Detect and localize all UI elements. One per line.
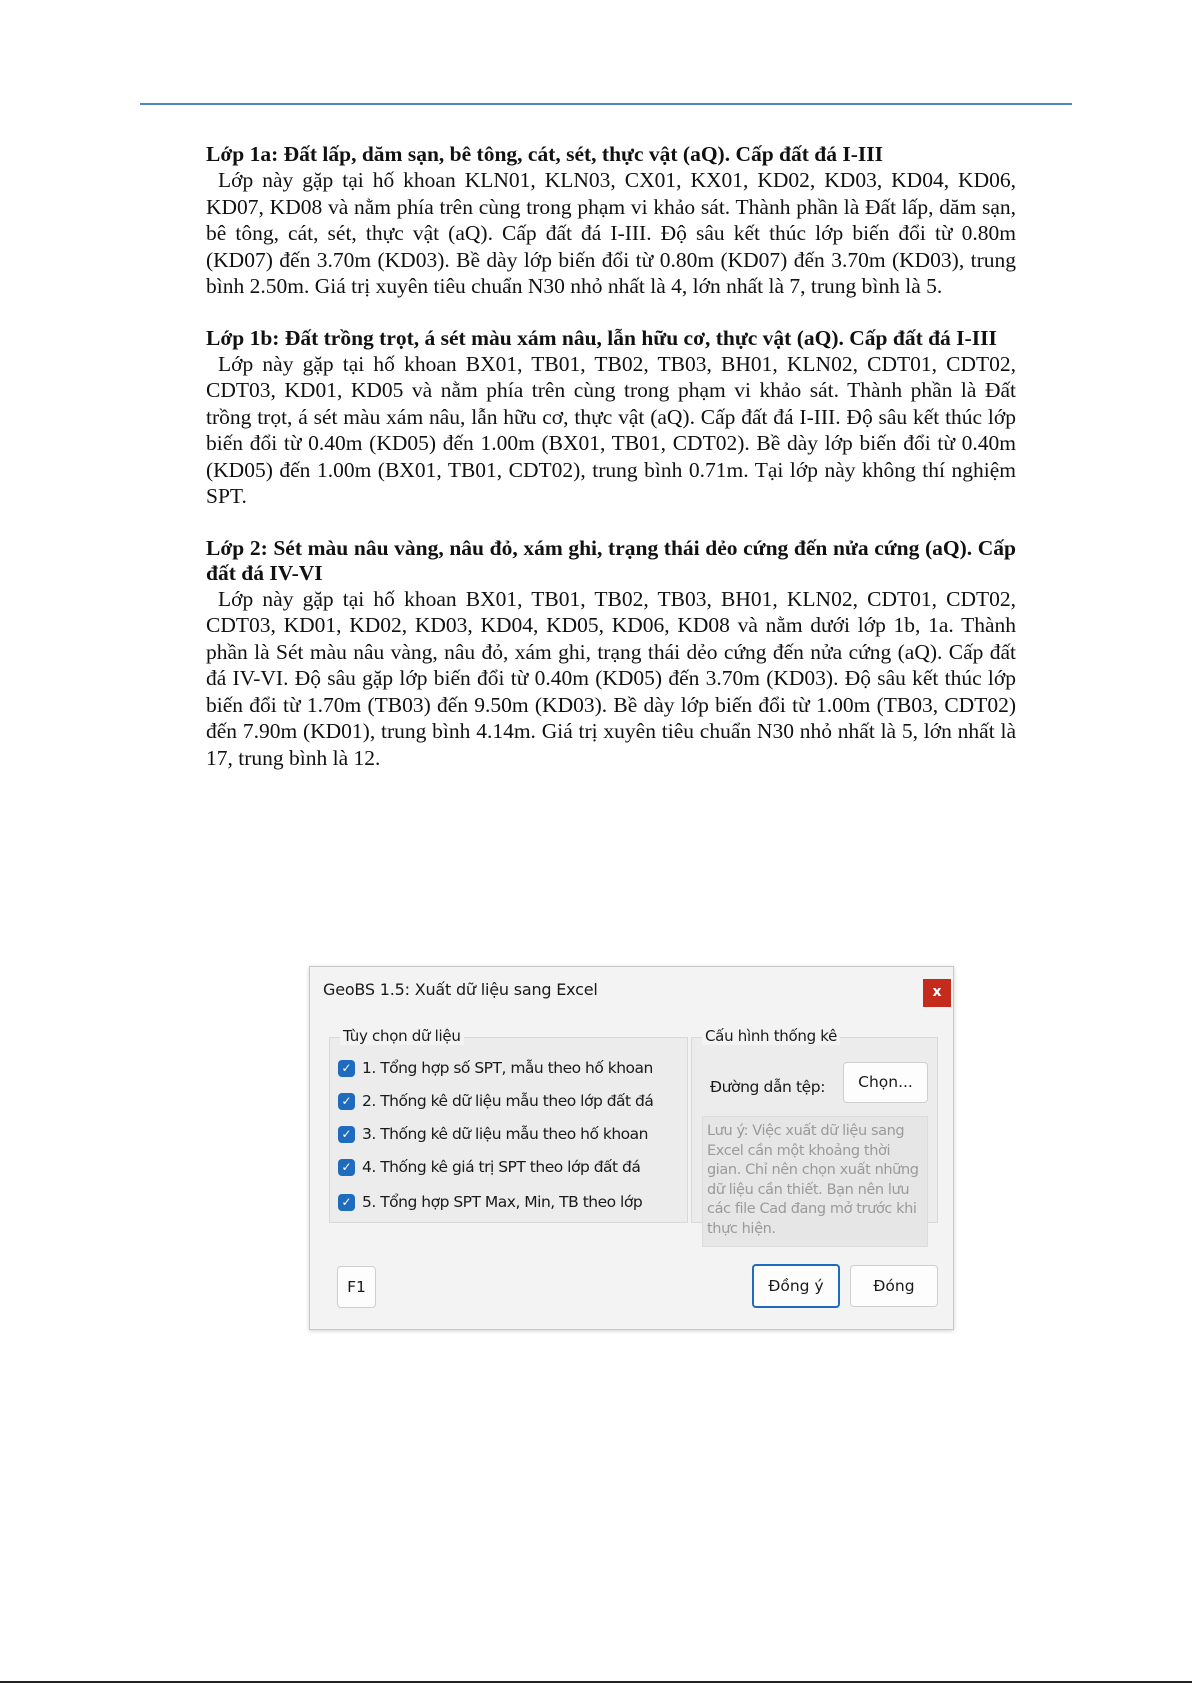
check-icon[interactable]: ✓ <box>338 1060 355 1077</box>
option-label: 4. Thống kê giá trị SPT theo lớp đất đá <box>362 1158 641 1176</box>
section-layer-1a <box>206 142 1016 300</box>
group-title: Cấu hình thống kê <box>702 1027 840 1045</box>
option-label: 3. Thống kê dữ liệu mẫu theo hố khoan <box>362 1125 648 1143</box>
section-paragraph: Lớp này gặp tại hố khoan BX01, TB01, TB02, TB03, BH01, KLN02, CDT01, CDT02, CDT03, KD01, KD05 và nằm phía trên cùng trong phạm vi khảo sát. Thành phần là Đất trồng trọt, á sét màu xám nâu, lẫn hữu cơ, thực vật (aQ). Cấp đất đá I-III. Độ sâu kết thúc lớp biến đổi từ 0.40m (KD05) đến 1.00m (BX01, TB01, CDT02). Bề dày lớp biến đổi từ 0.40m (KD05) đến 1.00m (BX01, TB01, CDT02), trung bình 0.71m. Tại lớp này không thí nghiệm SPT. <box>206 351 1016 508</box>
file-path-label: Đường dẫn tệp: <box>710 1078 826 1096</box>
help-f1-button[interactable]: F1 <box>337 1266 376 1308</box>
data-options-group <box>329 1027 688 1223</box>
export-excel-dialog <box>309 966 954 1330</box>
dialog-titlebar[interactable] <box>310 967 953 1011</box>
stats-config-group <box>691 1027 938 1237</box>
export-note: Lưu ý: Việc xuất dữ liệu sang Excel cần một khoảng thời gian. Chỉ nên chọn xuất những dữ liệu cần thiết. Bạn nên lưu các file Cad đang mở trước khi thực hiện. <box>702 1116 928 1247</box>
document-body <box>206 142 1016 797</box>
group-title: Tùy chọn dữ liệu <box>340 1027 464 1045</box>
header-rule <box>140 103 1072 105</box>
section-heading: Lớp 1a: Đất lấp, dăm sạn, bê tông, cát, sét, thực vật (aQ). Cấp đất đá I-III <box>206 142 884 166</box>
option-spt-max-min-avg-by-layer[interactable] <box>338 1190 642 1214</box>
option-label: 5. Tổng hợp SPT Max, Min, TB theo lớp <box>362 1193 643 1211</box>
section-layer-1b <box>206 326 1016 510</box>
check-icon[interactable]: ✓ <box>338 1159 355 1176</box>
section-paragraph: Lớp này gặp tại hố khoan BX01, TB01, TB02, TB03, BH01, KLN02, CDT01, CDT02, CDT03, KD01, KD02, KD03, KD04, KD05, KD06, KD08 và nằm dưới lớp 1b, 1a. Thành phần là Sét màu nâu vàng, nâu đỏ, xám ghi, trạng thái dẻo cứng đến nửa cứng (aQ). Cấp đất đá IV-VI. Độ sâu gặp lớp biến đổi từ 0.40m (KD05) đến 3.70m (KD03). Độ sâu kết thúc lớp biến đổi từ 1.70m (TB03) đến 9.50m (KD03). Bề dày lớp biến đổi từ 1.00m (TB03, CDT02) đến 7.90m (KD01), trung bình 4.14m. Giá trị xuyên tiêu chuẩn N30 nhỏ nhất là 5, lớn nhất là 17, trung bình là 12. <box>206 586 1016 770</box>
option-spt-summary-by-borehole[interactable] <box>338 1056 653 1080</box>
section-paragraph: Lớp này gặp tại hố khoan KLN01, KLN03, CX01, KX01, KD02, KD03, KD04, KD06, KD07, KD08 và nằm phía trên cùng trong phạm vi khảo sát. Thành phần là Đất lấp, dăm sạn, bê tông, cát, sét, thực vật (aQ). Cấp đất đá I-III. Độ sâu kết thúc lớp biến đổi từ 0.80m (KD07) đến 3.70m (KD03). Bề dày lớp biến đổi từ 0.80m (KD07) đến 3.70m (KD03), trung bình 2.50m. Giá trị xuyên tiêu chuẩn N30 nhỏ nhất là 4, lớn nhất là 7, trung bình là 5. <box>206 168 1016 298</box>
option-sample-stats-by-layer[interactable] <box>338 1089 653 1113</box>
section-heading: Lớp 2: Sét màu nâu vàng, nâu đỏ, xám ghi, trạng thái dẻo cứng đến nửa cứng (aQ). Cấp đất đá IV-VI <box>206 535 1016 585</box>
close-icon[interactable]: x <box>923 979 951 1007</box>
option-sample-stats-by-borehole[interactable] <box>338 1122 648 1146</box>
section-heading: Lớp 1b: Đất trồng trọt, á sét màu xám nâu, lẫn hữu cơ, thực vật (aQ). Cấp đất đá I-III <box>206 325 997 350</box>
section-layer-2 <box>206 536 1016 772</box>
check-icon[interactable]: ✓ <box>338 1194 355 1211</box>
ok-button[interactable]: Đồng ý <box>752 1264 840 1308</box>
dialog-title: GeoBS 1.5: Xuất dữ liệu sang Excel <box>323 980 598 999</box>
choose-file-button[interactable]: Chọn... <box>843 1062 928 1103</box>
check-icon[interactable]: ✓ <box>338 1093 355 1110</box>
option-label: 1. Tổng hợp số SPT, mẫu theo hố khoan <box>362 1059 653 1077</box>
footer-rule <box>0 1681 1192 1683</box>
check-icon[interactable]: ✓ <box>338 1126 355 1143</box>
close-button[interactable]: Đóng <box>850 1265 938 1307</box>
option-label: 2. Thống kê dữ liệu mẫu theo lớp đất đá <box>362 1092 654 1110</box>
option-spt-stats-by-layer[interactable] <box>338 1155 640 1179</box>
